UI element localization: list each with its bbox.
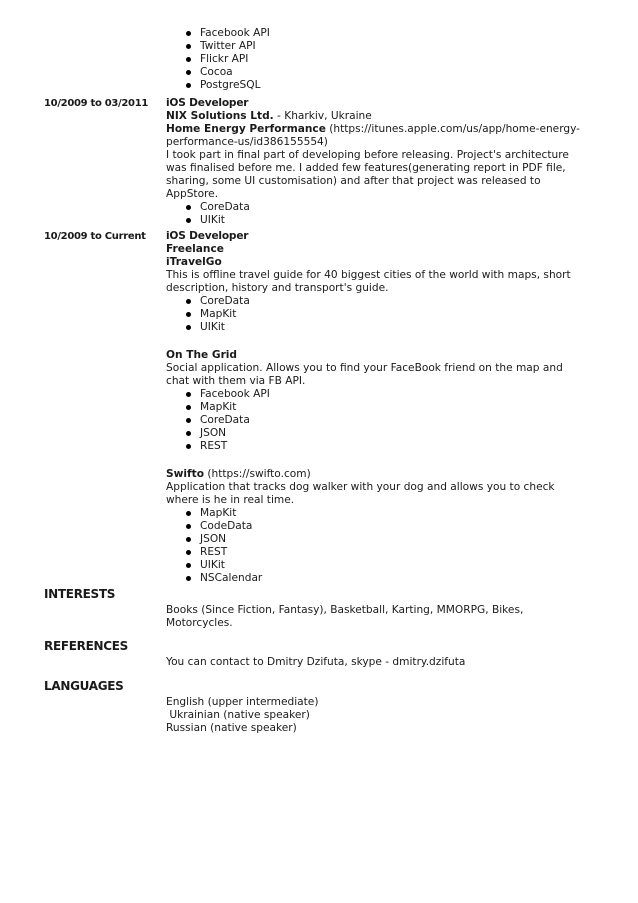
project-description-line: This is offline travel guide for 40 biggest cities of the world with maps, short xyxy=(166,269,571,281)
list-item: CoreData xyxy=(166,201,594,214)
list-item: UIKit xyxy=(166,321,594,334)
list-item: JSON xyxy=(166,427,594,440)
project-name: iTravelGo xyxy=(166,256,222,268)
section-heading-interests: INTERESTS xyxy=(44,587,116,601)
company-location: - Kharkiv, Ukraine xyxy=(273,110,372,122)
project-description-line: where is he in real time. xyxy=(166,494,295,506)
list-item: MapKit xyxy=(166,401,594,414)
list-item: UIKit xyxy=(166,559,594,572)
language-item: English (upper intermediate) xyxy=(166,696,319,708)
tech-list xyxy=(166,388,594,453)
references-text xyxy=(166,656,594,669)
job-description-line: sharing, some UI customisation) and after that project was released to xyxy=(166,175,541,187)
project-url-continued: performance-us/id386155554) xyxy=(166,136,328,148)
interests-text xyxy=(166,604,594,630)
list-item: CoreData xyxy=(166,414,594,427)
job-entry-nix xyxy=(166,97,594,227)
language-item: Ukrainian (native speaker) xyxy=(166,709,310,721)
list-item: Facebook API xyxy=(166,27,594,40)
tech-list xyxy=(166,507,594,585)
project-name: Swifto xyxy=(166,468,204,480)
project-description-line: Application that tracks dog walker with your dog and allows you to check xyxy=(166,481,555,493)
list-item: JSON xyxy=(166,533,594,546)
list-item: Facebook API xyxy=(166,388,594,401)
job-description-line: was finalised before me. I added few features(generating report in PDF file, xyxy=(166,162,566,174)
language-item: Russian (native speaker) xyxy=(166,722,297,734)
list-item: MapKit xyxy=(166,507,594,520)
project-url: (https://itunes.apple.com/us/app/home-energy- xyxy=(325,123,580,135)
company-name: NIX Solutions Ltd. xyxy=(166,110,274,122)
interests-line: Books (Since Fiction, Fantasy), Basketball, Karting, MMORPG, Bikes, xyxy=(166,604,524,616)
job-dates: 10/2009 to 03/2011 xyxy=(44,98,149,109)
tech-list xyxy=(166,295,594,334)
project-description-line: description, history and transport's guide. xyxy=(166,282,389,294)
references-line: You can contact to Dmitry Dzifuta, skype - dmitry.dzifuta xyxy=(166,656,466,668)
list-item: UIKit xyxy=(166,214,594,227)
project-description-line: Social application. Allows you to find your FaceBook friend on the map and xyxy=(166,362,563,374)
list-item: PostgreSQL xyxy=(166,79,594,92)
list-item: CoreData xyxy=(166,295,594,308)
job-entry-freelance xyxy=(166,230,594,585)
list-item: REST xyxy=(166,440,594,453)
job-dates: 10/2009 to Current xyxy=(44,231,146,242)
job-description-line: AppStore. xyxy=(166,188,219,200)
previous-job-tech-list xyxy=(166,27,594,92)
list-item: NSCalendar xyxy=(166,572,594,585)
list-item: MapKit xyxy=(166,308,594,321)
tech-list xyxy=(166,201,594,227)
list-item: Flickr API xyxy=(166,53,594,66)
list-item: Cocoa xyxy=(166,66,594,79)
project-description-line: chat with them via FB API. xyxy=(166,375,306,387)
list-item: REST xyxy=(166,546,594,559)
employer-name: Freelance xyxy=(166,243,224,255)
list-item: CodeData xyxy=(166,520,594,533)
interests-line: Motorcycles. xyxy=(166,617,233,629)
project-name: On The Grid xyxy=(166,349,238,361)
project-url: (https://swifto.com) xyxy=(204,468,311,480)
section-heading-languages: LANGUAGES xyxy=(44,679,124,693)
project-name: Home Energy Performance xyxy=(166,123,326,135)
job-title: iOS Developer xyxy=(166,230,249,242)
job-title: iOS Developer xyxy=(166,97,249,109)
languages-list xyxy=(166,696,594,735)
section-heading-references: REFERENCES xyxy=(44,639,128,653)
list-item: Twitter API xyxy=(166,40,594,53)
job-description-line: I took part in final part of developing before releasing. Project's architecture xyxy=(166,149,569,161)
